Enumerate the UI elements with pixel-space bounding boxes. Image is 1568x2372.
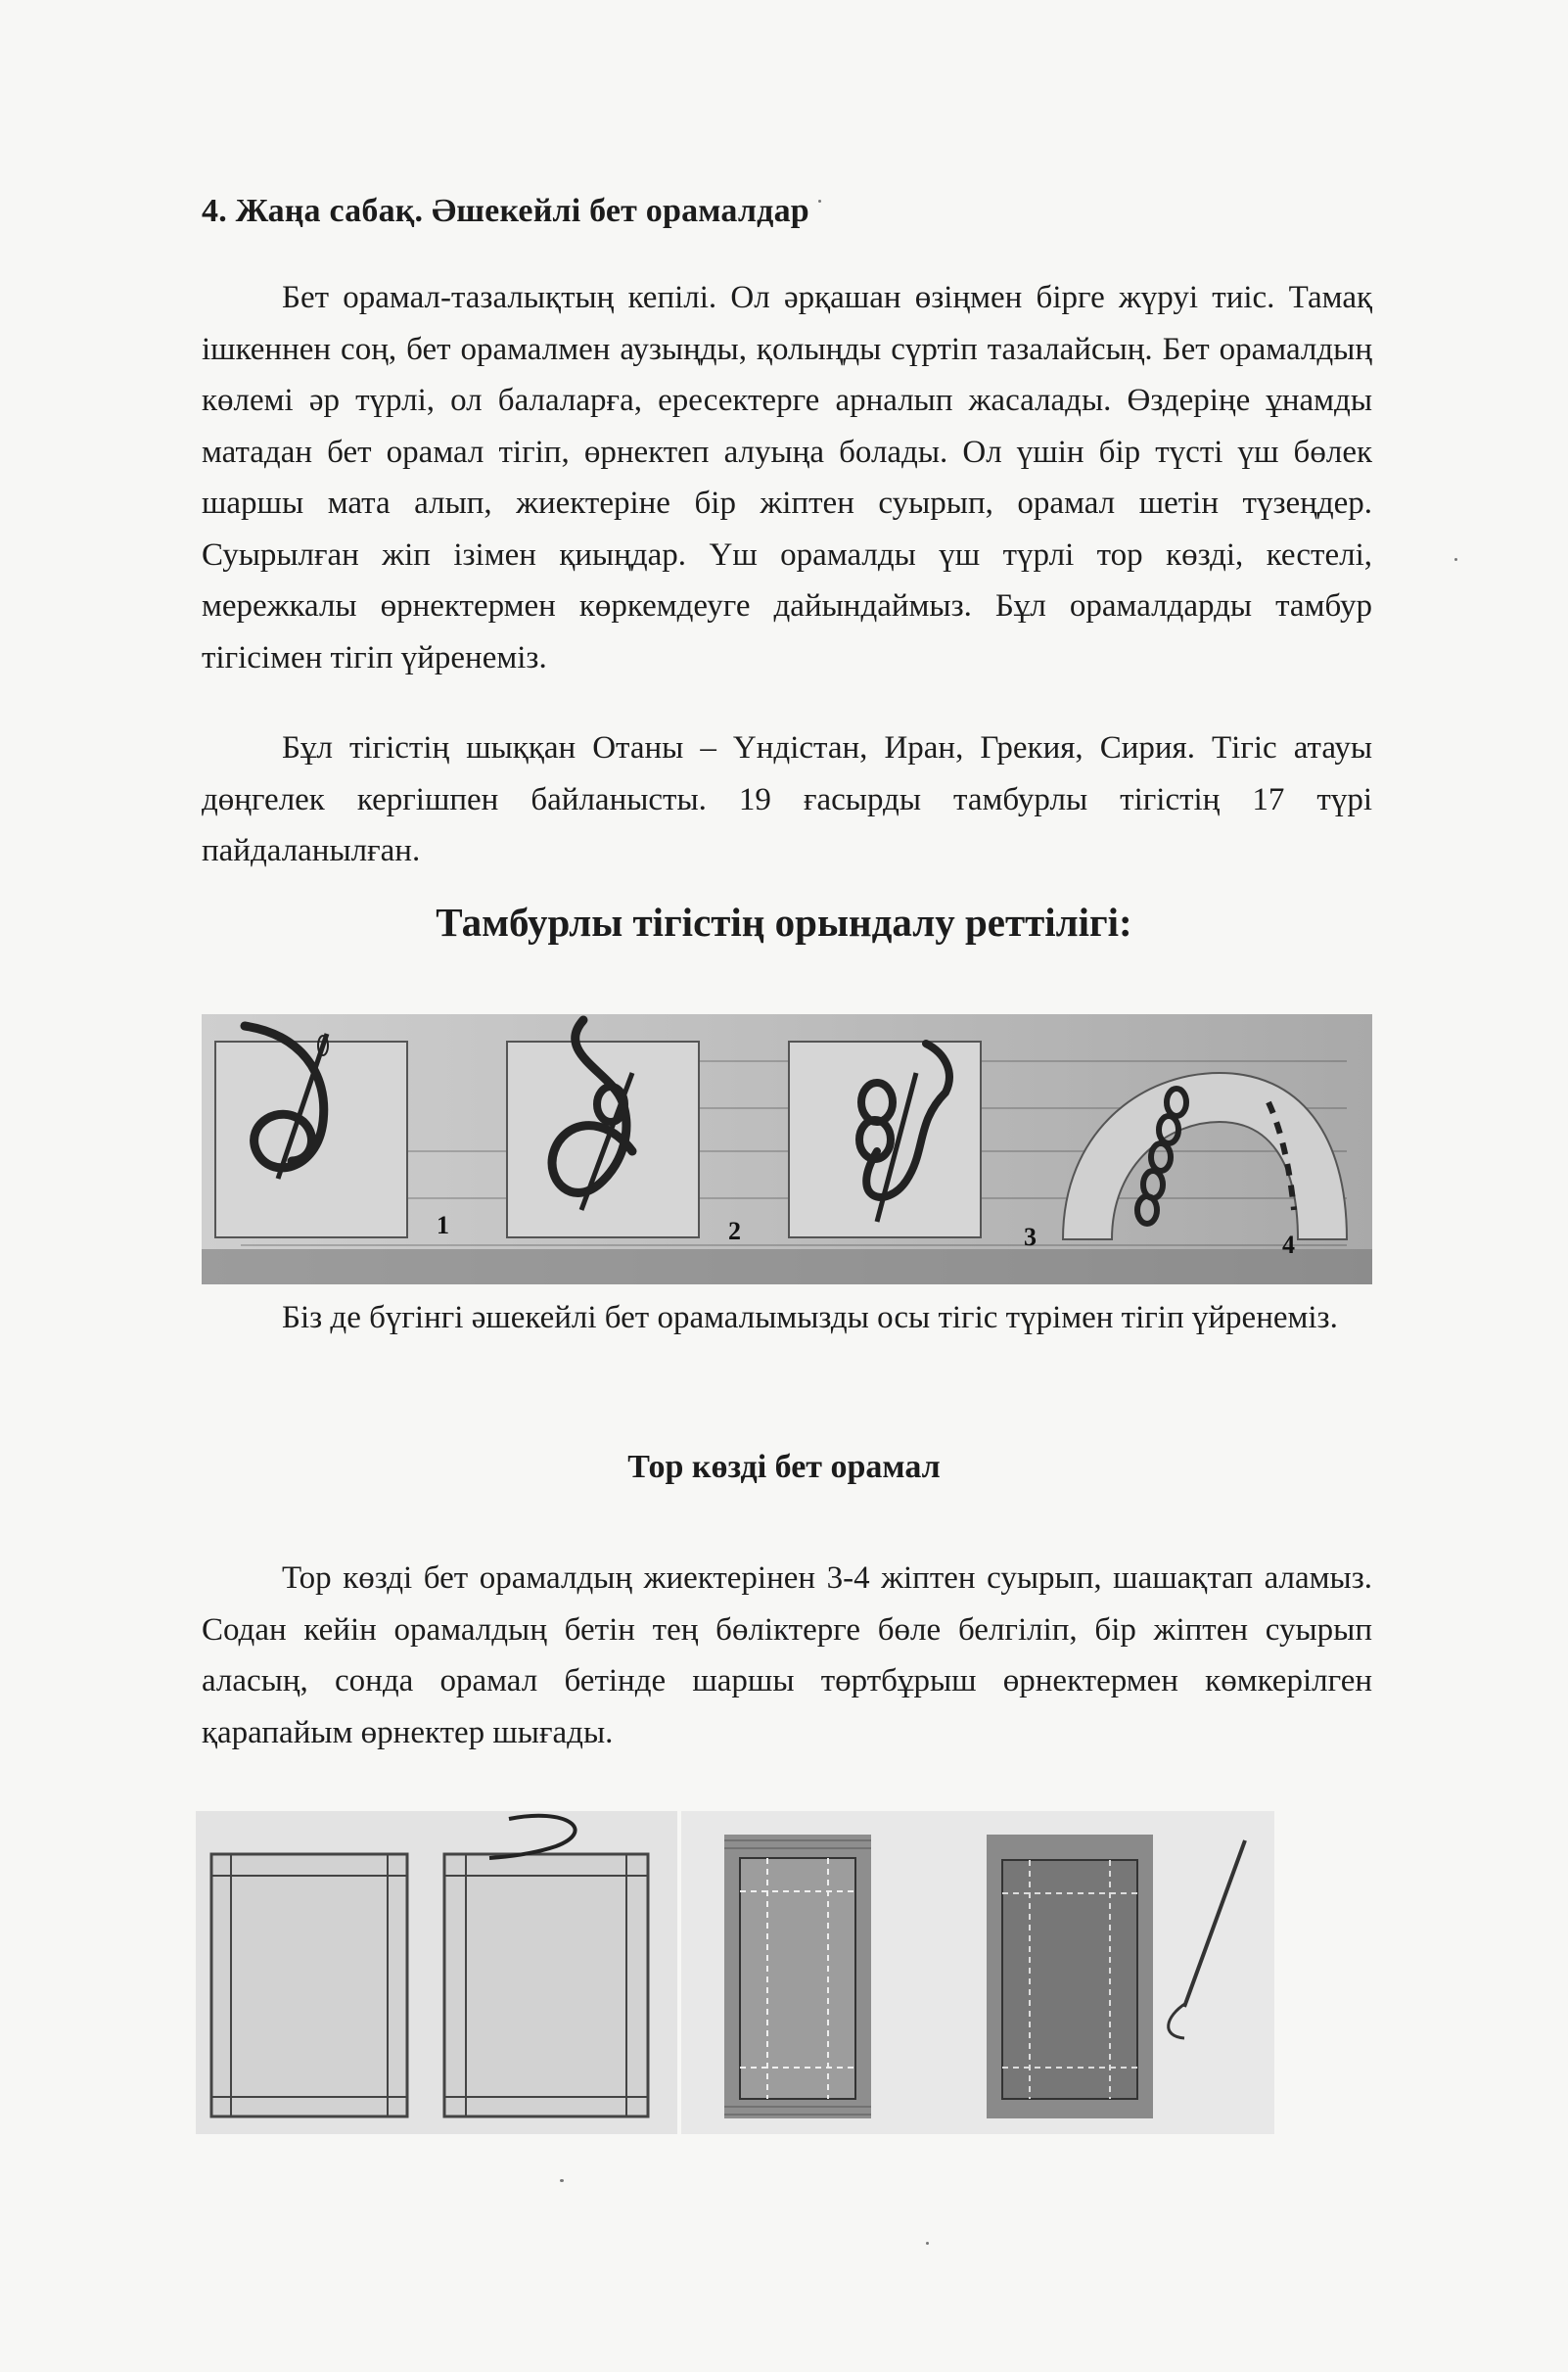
napkin-outline-panel [196,1811,677,2134]
paragraph-grid-napkin [202,1553,1372,1758]
subtitle-grid-napkin: Тор көзді бет орамал [627,1449,941,1485]
step-number-3: 3 [1024,1223,1037,1251]
step-number-1: 1 [437,1211,449,1239]
scan-speck [1454,558,1457,561]
chain-stitch-steps-figure [202,1014,1372,1284]
lesson-heading: 4. Жаңа сабақ. Әшекейлі бет орамалдар [202,193,809,229]
chain-stitch-steps-illustration [202,1014,1372,1284]
scan-speck [560,2179,564,2182]
step-1-illustration [215,1026,407,1237]
scan-speck [926,2242,929,2245]
grid-napkin-figure [196,1811,1274,2134]
paragraph-grid-napkin-text: Тор көзді бет орамалдың жиектерінен 3-4 жіптен суырып, шашақтап аламыз. Содан кейін орамалдың бетін тең бөліктерге бөле белгіліп, бір жіптен суырып аласың, сонда орамал бетінде шаршы төртбұрыш өрнектермен көмкерілген қарапайым өрнектер шығады. [202,1560,1372,1750]
step-number-4: 4 [1282,1231,1295,1259]
step-3-illustration [789,1042,981,1237]
paragraph-intro [202,272,1372,683]
step-number-2: 2 [728,1217,741,1245]
scan-speck [818,200,821,203]
paragraph-origin-text: Бұл тігістің шыққан Отаны – Үндістан, Иран, Грекия, Сирия. Тігіс атауы дөңгелек кергішпен байланысты. 19 ғасырды тамбурлы тігістің 17 түрі пайдаланылған. [202,730,1372,868]
paragraph-intro-text: Бет орамал-тазалықтың кепілі. Ол әрқашан өзіңмен бірге жүруі тиіс. Тамақ ішкеннен соң, бет орамалмен аузыңды, қолыңды сүртіп тазалайсың. Бет орамалдың көлемі әр түрлі, ол балаларға, ересектерге арналып жасалады. Өздеріңе ұнамды матадан бет орамал тігіп, өрнектеп алуыңа болады. Ол үшін бір түсті үш бөлек шаршы мата алып, жиектеріне бір жіптен суырып, орамал шетін түзеңдер. Суырылған жіп ізімен қиыңдар. Үш орамалды үш түрлі тор көзді, кестелі, мережкалы өрнектермен көркемдеуге дайындаймыз. Бұл орамалдарды тамбур тігісімен тігіп үйренеміз. [202,280,1372,675]
section-title: Тамбурлы тігістің орындалу реттілігі: [436,900,1132,945]
grid-napkin-illustration [196,1811,1274,2134]
paragraph-origin [202,722,1372,877]
paragraph-practice-text: Біз де бүгінгі әшекейлі бет орамалымызды осы тігіс түрімен тігіп үйренеміз. [282,1300,1338,1335]
napkin-fringe-panel [681,1811,1274,2134]
paragraph-practice [202,1292,1372,1344]
step-2-illustration [507,1020,699,1237]
